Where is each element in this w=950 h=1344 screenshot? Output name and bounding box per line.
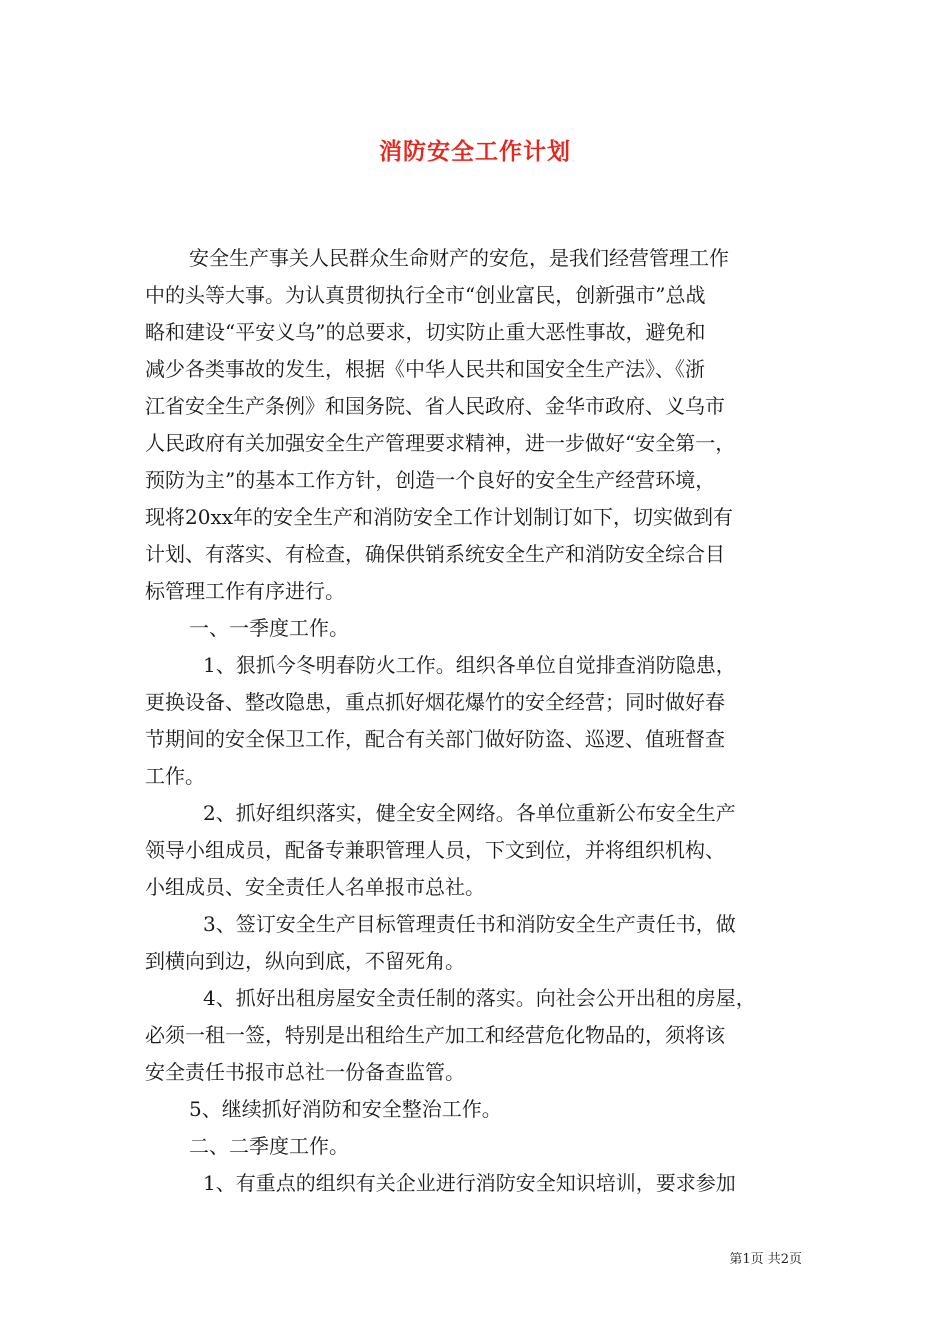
text-line: 标管理工作有序进行。 xyxy=(145,579,345,603)
text-line: 安全责任书报市总社一份备查监管。 xyxy=(145,1060,465,1084)
text-line: 减少各类事故的发生，根据《中华人民共和国安全生产法》、《浙 xyxy=(145,357,705,381)
section-heading: 一、一季度工作。 xyxy=(189,616,349,640)
text-line: 工作。 xyxy=(145,764,205,788)
text-line: 领导小组成员，配备专兼职管理人员，下文到位，并将组织机构、 xyxy=(145,838,725,862)
text-line: 3、签订安全生产目标管理责任书和消防安全生产责任书，做 xyxy=(203,912,736,936)
text-line: 2、抓好组织落实，健全安全网络。各单位重新公布安全生产 xyxy=(203,801,736,825)
text-line: 1、狠抓今冬明春防火工作。组织各单位自觉排查消防隐患， xyxy=(203,653,736,677)
document-body xyxy=(145,240,810,1202)
text-line: 更换设备、整改隐患，重点抓好烟花爆竹的安全经营；同时做好春 xyxy=(145,690,725,714)
text-line: 中的头等大事。为认真贯彻执行全市“创业富民，创新强市”总战 xyxy=(145,283,706,307)
text-line: 江省安全生产条例》和国务院、省人民政府、金华市政府、义乌市 xyxy=(145,394,725,418)
text-line: 到横向到边，纵向到底，不留死角。 xyxy=(145,949,465,973)
text-line: 预防为主”的基本工作方针，创造一个良好的安全生产经营环境， xyxy=(145,468,716,492)
page-number: 第1页 共2页 xyxy=(729,1252,802,1267)
text-line: 计划、有落实、有检查，确保供销系统安全生产和消防安全综合目 xyxy=(145,542,725,566)
text-line: 现将20xx年的安全生产和消防安全工作计划制订如下，切实做到有 xyxy=(145,505,734,529)
text-line: 略和建设“平安义乌”的总要求，切实防止重大恶性事故，避免和 xyxy=(145,320,706,344)
text-line: 1、有重点的组织有关企业进行消防安全知识培训，要求参加 xyxy=(203,1171,736,1195)
text-line: 小组成员、安全责任人名单报市总社。 xyxy=(145,875,485,899)
document-title: 消防安全工作计划 xyxy=(379,138,571,165)
text-line: 必须一租一签，特别是出租给生产加工和经营危化物品的，须将该 xyxy=(145,1023,725,1047)
text-line: 安全生产事关人民群众生命财产的安危，是我们经营管理工作 xyxy=(189,246,729,270)
text-line: 人民政府有关加强安全生产管理要求精神，进一步做好“安全第一， xyxy=(145,431,736,455)
text-line: 5、继续抓好消防和安全整治工作。 xyxy=(189,1097,502,1121)
text-line: 节期间的安全保卫工作，配合有关部门做好防盗、巡逻、值班督查 xyxy=(145,727,725,751)
section-heading: 二、二季度工作。 xyxy=(189,1134,349,1158)
text-line: 4、抓好出租房屋安全责任制的落实。向社会公开出租的房屋， xyxy=(203,986,756,1010)
